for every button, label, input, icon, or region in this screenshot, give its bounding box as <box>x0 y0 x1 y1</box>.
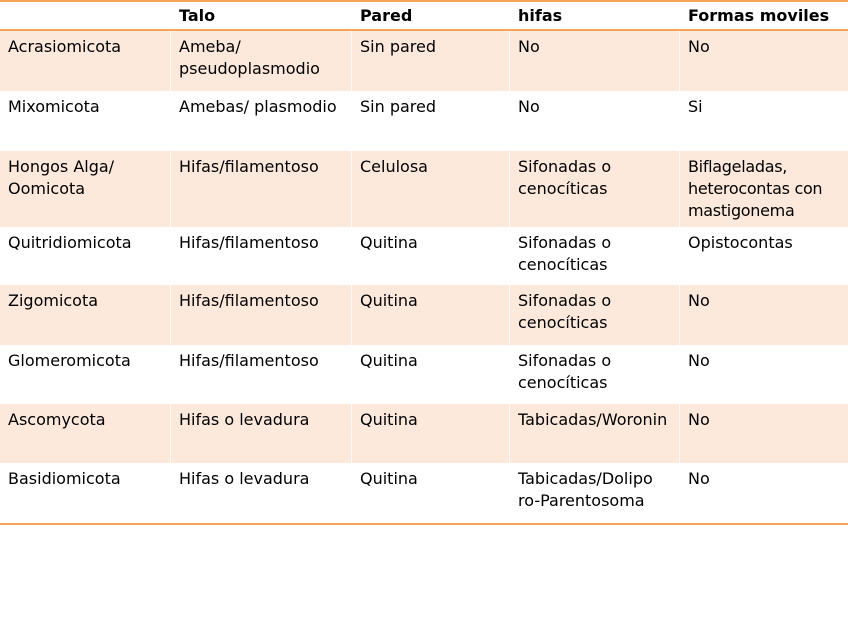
table-cell: Zigomicota <box>8 291 99 310</box>
table-cell: Glomeromicota <box>8 351 131 370</box>
table-cell: Opistocontas <box>679 227 848 285</box>
table-row <box>0 345 848 404</box>
table-cell: Sifonadas o cenocíticas <box>509 227 679 285</box>
table-header-row <box>0 2 848 31</box>
table-cell: Mixomicota <box>8 97 100 116</box>
table-row <box>0 227 848 285</box>
table-cell: Tabicadas/Dolipo ro-Parentosoma <box>509 463 679 523</box>
table-cell: Hifas o levadura <box>170 463 351 523</box>
table-cell: No <box>679 285 848 345</box>
table-cell: Quitina <box>351 345 509 404</box>
table-row <box>0 285 848 345</box>
table-cell: Si <box>679 91 848 151</box>
table-cell: Quitridiomicota <box>8 233 132 252</box>
header-cell-talo: Talo <box>170 2 351 29</box>
table-cell: Quitina <box>351 463 509 523</box>
table-row <box>0 404 848 463</box>
table-cell: Quitina <box>351 404 509 463</box>
table-cell: Acrasiomicota <box>8 37 122 56</box>
header-cell <box>0 2 170 29</box>
table-cell: Hifas/filamentoso <box>170 151 351 227</box>
table-cell: Quitina <box>351 285 509 345</box>
table-cell: Ameba/ pseudoplasmodio <box>170 31 351 91</box>
table-cell: Basidiomicota <box>8 469 121 488</box>
table-cell: Celulosa <box>351 151 509 227</box>
table-cell: Sin pared <box>351 91 509 151</box>
header-cell-hifas: hifas <box>509 2 679 29</box>
table-cell: No <box>679 31 848 91</box>
table-cell: Hifas o levadura <box>170 404 351 463</box>
table-cell: Tabicadas/Woronin <box>509 404 679 463</box>
table-cell: Sifonadas o cenocíticas <box>509 285 679 345</box>
table-cell: Hifas/filamentoso <box>170 345 351 404</box>
table-cell: No <box>509 31 679 91</box>
table-cell: No <box>679 345 848 404</box>
table-row <box>0 463 848 523</box>
table-cell: Hongos Alga/ Oomicota <box>8 157 115 198</box>
table-cell: Biflageladas, heterocontas con mastigonema <box>679 151 848 227</box>
table-cell: Quitina <box>351 227 509 285</box>
table-cell: Amebas/ plasmodio <box>170 91 351 151</box>
header-cell-formas-moviles: Formas moviles <box>679 2 848 29</box>
table-cell: Sin pared <box>351 31 509 91</box>
table-row <box>0 151 848 227</box>
table-cell: No <box>509 91 679 151</box>
table-cell: Ascomycota <box>8 410 106 429</box>
table-row <box>0 31 848 91</box>
table-cell: Sifonadas o cenocíticas <box>509 151 679 227</box>
table-row <box>0 91 848 151</box>
table-cell: Sifonadas o cenocíticas <box>509 345 679 404</box>
table-cell: No <box>679 463 848 523</box>
header-cell-pared: Pared <box>351 2 509 29</box>
table-cell: No <box>679 404 848 463</box>
table-cell: Hifas/filamentoso <box>170 227 351 285</box>
table-cell: Hifas/filamentoso <box>170 285 351 345</box>
